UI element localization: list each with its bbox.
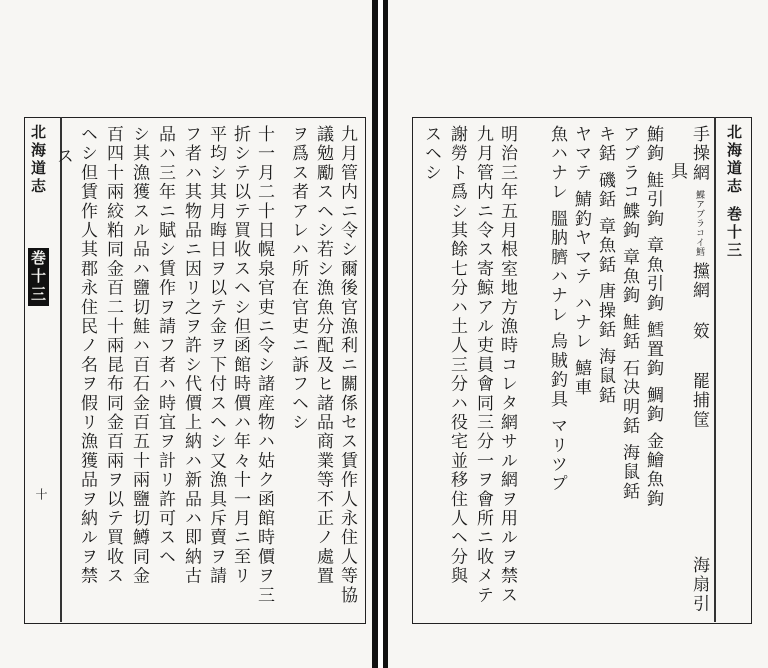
- right-text-column-8: 明治三年五月根室地方漁時コレタ網サル網ヲ用ルヲ禁ス: [497, 125, 517, 605]
- left-text-column-8: 品ハ三年ニ賦シ賃作ヲ請フ者ハ時宜ヲ計リ許可スヘ: [155, 125, 175, 567]
- left-text-column-12: ス: [53, 147, 73, 167]
- right-text-column-1c: 笯: [689, 322, 709, 342]
- left-text-column-2: 議勉勵スヘシ若シ漁魚分配及ヒ諸品商業等不正ノ處置: [313, 125, 333, 586]
- right-text-column-9: 九月管内ニ令ス寄鯨アル吏員會同三分一ヲ會所ニ收メテ: [473, 125, 493, 605]
- right-header-rule: [714, 117, 716, 622]
- left-text-column-1: 九月管内ニ令シ爾後官漁利ニ關係セス賃作人永住人等協: [337, 125, 357, 605]
- right-text-column-1d: 罷捕筐: [689, 372, 709, 430]
- left-text-column-4: 十一月二十日幌泉官吏ニ令シ諸産物ハ姑ク函館時價ヲ三: [254, 125, 274, 605]
- right-text-column-6: ヤマテ 鯖釣ヤマテ ハナレ 鱚車: [571, 125, 591, 398]
- right-text-column-1b: 攩網: [689, 262, 709, 301]
- left-text-column-5: 折シテ以テ買收スヘシ但函館時價ハ年々十一月ニ至リ: [230, 125, 250, 586]
- right-text-column-5: キ銛 磯銛 章魚銛 唐操銛 海鼠銛: [595, 125, 615, 406]
- left-text-column-3: ヲ爲ス者アレハ所在官吏ニ訴フヘシ: [288, 125, 308, 433]
- left-header-rule: [60, 117, 62, 622]
- spine-left: [372, 0, 378, 668]
- right-text-column-4: アブラコ鰈鉤 章魚鉤 鮭銛 石决明銛 海鼠銛: [619, 125, 639, 502]
- right-text-column-1e: 海扇引: [689, 556, 709, 614]
- right-volume-label: 巻十三: [725, 206, 743, 260]
- left-page: [0, 0, 378, 668]
- right-page: [388, 0, 768, 668]
- left-text-column-6: 平均シ其月晦日ヲ以テ金ヲ下付スヘシ又漁具斥賣ヲ請: [206, 125, 226, 586]
- left-text-column-7: フ者ハ其物品ニ因リ之ヲ許シ代價上納ハ新品ハ即納古: [181, 125, 201, 586]
- right-text-column-11: スヘシ: [421, 125, 441, 183]
- left-text-column-10: 百四十兩絞粕同金百二十兩昆布同金百兩ヲ以テ買收ス: [103, 125, 123, 586]
- right-text-column-7: 魚ハナレ 膃肭臍ハナレ 烏賊釣具 マリツプ: [547, 125, 567, 494]
- annotation-1: 鰈アブラコイ鱈: [694, 190, 704, 257]
- right-running-header: 北海道志: [725, 124, 743, 196]
- right-text-column-10: 謝勞ト爲シ其餘七分ハ土人三分ハ役宅並移住人ヘ分與: [447, 125, 467, 586]
- left-running-header: 北海道志: [29, 124, 47, 196]
- left-text-column-9: シ其漁獲スル品ハ鹽切鮭ハ百石金百五十兩鹽切鱒同金: [129, 125, 149, 586]
- right-text-column-3: 鮪鉤 鮭引鉤 章魚引鉤 鱈置鉤 鯛鉤 金鱠魚鉤: [643, 125, 663, 509]
- right-text-column-2: 具: [667, 162, 687, 182]
- right-text-column-1: 手操網: [689, 125, 709, 183]
- left-page-number: 十: [34, 488, 48, 500]
- left-volume-label: 巻十三: [29, 250, 47, 304]
- left-text-column-11: ヘシ但賃作人其郡永住民ノ名ヲ假リ漁獲品ヲ納ルヲ禁: [77, 125, 97, 586]
